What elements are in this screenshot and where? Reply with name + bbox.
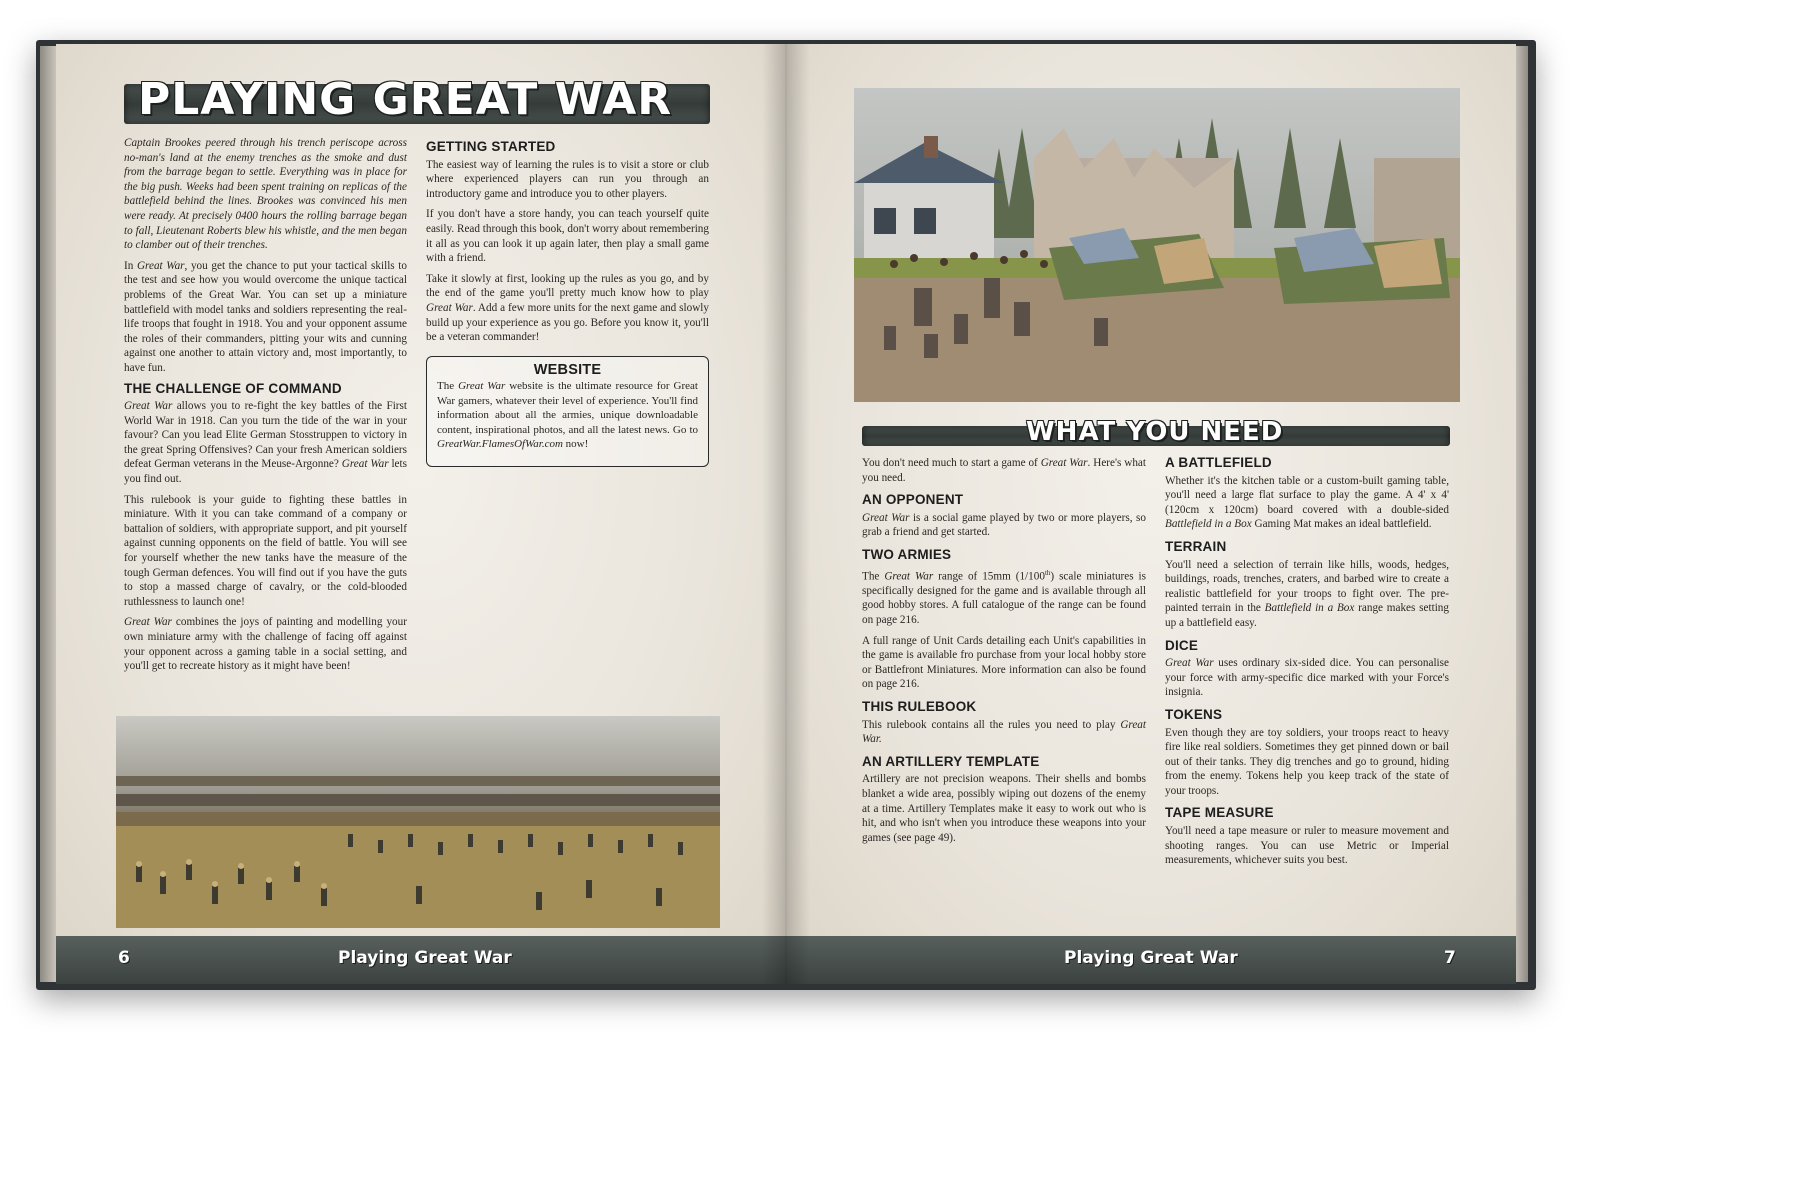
intro-paragraph: In Great War, you get the chance to put your tactical skills to the test and see how you would overcome the unique tactical problems of the Great War. You can set up a miniature battlefield with model tanks and soldiers representing the real-life troops that fought in 1918. You and your opponent assume the roles of their commanders, pitting your wits and cunning against one another to attain victory and, most importantly, to have fun. [124, 259, 407, 374]
opponent-text: Great War is a social game played by two or more players, so grab a friend and get started. [862, 511, 1146, 539]
battlefield-heading: A BATTLEFIELD [1165, 455, 1272, 470]
tokens-heading: TOKENS [1165, 706, 1223, 722]
challenge-paragraph-1: Great War allows you to re-fight the key battles of the First World War in 1918. Can you turn the tide of the war in your favour? Can you lead Elite German Stosstruppen to victory in the great Spring Offensives? Can your fresh American soldiers defeat German veterans in the Meuse-Argonne? Great War lets you find out. [124, 400, 407, 486]
artillery-heading: AN ARTILLERY TEMPLATE [862, 753, 1040, 769]
getting-started-paragraph-3: Take it slowly at first, looking up the rules as you go, and by the end of the game you'll pretty much know how to play Great War. Add a few more units for the next game and slowly build up your experience as you go. Before you know it, you'll be a veteran commander! [426, 272, 709, 344]
website-link[interactable]: GreatWar.FlamesOfWar.com [437, 438, 563, 451]
challenge-paragraph-2: This rulebook is your guide to fighting these battles in miniature. With it you can take command of a company or battalion of soldiers, with appropriate support, and pit yourself against cunning opponents on the field of battle. You will see for yourself whether the new tanks have the measure of the tough German defences. You will find out if you have the guts to stop a massed charge of cavalry, or the cold-blooded ruthlessness to launch one! [124, 493, 407, 608]
challenge-heading: THE CHALLENGE OF COMMAND [124, 380, 342, 396]
opponent-heading: AN OPPONENT [862, 492, 964, 508]
footer-title-right: Playing Great War [1064, 948, 1238, 968]
dice-text: Great War uses ordinary six-sided dice. You can personalise your force with army-specific dice marked with your Force's insignia. [1165, 657, 1449, 699]
terrain-heading: TERRAIN [1165, 538, 1227, 554]
right-column-1 [862, 456, 1146, 851]
armies-paragraph-1: The Great War range of 15mm (1/100th) scale miniatures is specifically designed for the game and is available through all good hobby stores. A full catalogue of the range can be found on page 216. [862, 568, 1146, 627]
page-title: PLAYING GREAT WAR [138, 74, 673, 125]
footer-right [786, 936, 1516, 984]
page-edge-right [1514, 46, 1528, 982]
left-page [56, 44, 786, 984]
getting-started-paragraph-1: The easiest way of learning the rules is to visit a store or club where experienced players can run you through an introductory game and introduce you to other players. [426, 158, 709, 200]
tank-battle-photo [854, 88, 1460, 402]
page-number-left: 6 [118, 948, 130, 968]
need-intro: You don't need much to start a game of Great War. Here's what you need. [862, 457, 1146, 484]
tokens-text: Even though they are toy soldiers, your troops react to heavy fire like real soldiers. Sometimes they get pinned down or bail out of their tanks. They dig trenches and go to ground, hiding from the enemy. Tokens help you keep track of the state of your troops. [1165, 726, 1449, 797]
tape-heading: TAPE MEASURE [1165, 805, 1274, 821]
website-heading: WEBSITE [533, 362, 602, 378]
left-column-1 [124, 136, 407, 680]
tape-text: You'll need a tape measure or ruler to measure movement and shooting ranges. You can use Metric or Imperial measurements, whichever suits you best. [1165, 825, 1449, 867]
battlefield-text: Whether it's the kitchen table or a custom-built gaming table, you'll need a large flat surface to play the game. A 4' x 4' (120cm x 120cm) board covered with a double-sided Battlefield in a Box Gaming Mat makes an ideal battlefield. [1165, 474, 1449, 531]
rulebook-text: This rulebook contains all the rules you need to play Great War. [862, 718, 1146, 746]
rulebook-heading: THIS RULEBOOK [862, 699, 977, 715]
armies-heading: TWO ARMIES [862, 546, 952, 562]
page-edge-left [40, 46, 56, 982]
right-page [786, 44, 1516, 984]
getting-started-paragraph-2: If you don't have a store handy, you can teach yourself quite easily. Read through this book, don't worry about remembering it all as you can look it up again later, then play a small game with a friend. [426, 208, 709, 265]
dice-heading: DICE [1165, 637, 1199, 653]
right-column-2 [1165, 456, 1449, 874]
challenge-paragraph-3: Great War combines the joys of painting and modelling your own miniature army with the challenge of facing off against your opponent across a gaming table in a social setting, and you'll get to recreate history as it might have been! [124, 616, 407, 673]
section-title: WHAT YOU NEED [1026, 417, 1284, 447]
footer-left [56, 936, 786, 984]
left-column-2 [426, 136, 709, 351]
website-text: The Great War website is the ultimate resource for Great War gamers, whatever their level of experience. You'll find information about all the armies, unique downloadable content, inspirational photos, and all the latest news. Go to GreatWar.FlamesOfWar.com now! [437, 380, 698, 451]
artillery-text: Artillery are not precision weapons. Their shells and bombs blanket a wide area, possibly wiping out dozens of the enemy at a time. Artillery Templates make it easy to work out who is hit, and who isn't when you introduce these weapons into your games (see page 49). [862, 773, 1146, 844]
page-number-right: 7 [1444, 948, 1456, 968]
website-box [426, 356, 709, 467]
terrain-text: You'll need a selection of terrain like hills, woods, hedges, buildings, roads, trenches, craters, and barbed wire to create a realistic battlefield for your troops to fight over. The pre-painted terrain in the Battlefield in a Box range makes setting up a battlefield easy. [1165, 558, 1449, 629]
footer-title-left: Playing Great War [338, 948, 512, 968]
trench-battle-photo [116, 716, 720, 928]
intro-italic: Captain Brookes peered through his trench periscope across no-man's land at the enemy trenches as the smoke and dust from the barrage began to settle. Everything was in place for the big push. Weeks had been spent training on replicas of the battlefield behind the lines. Brookes was convinced his men were ready. At precisely 0400 hours the rolling barrage began to fall, Lieutenant Roberts blew his whistle, and the men began to clamber out of their trenches. [124, 137, 407, 252]
armies-paragraph-2: A full range of Unit Cards detailing each Unit's capabilities in the game is available fro purchase from your local hobby store or Battlefront Miniatures. More information can also be found on page 216. [862, 634, 1146, 691]
getting-started-heading: GETTING STARTED [426, 139, 556, 154]
